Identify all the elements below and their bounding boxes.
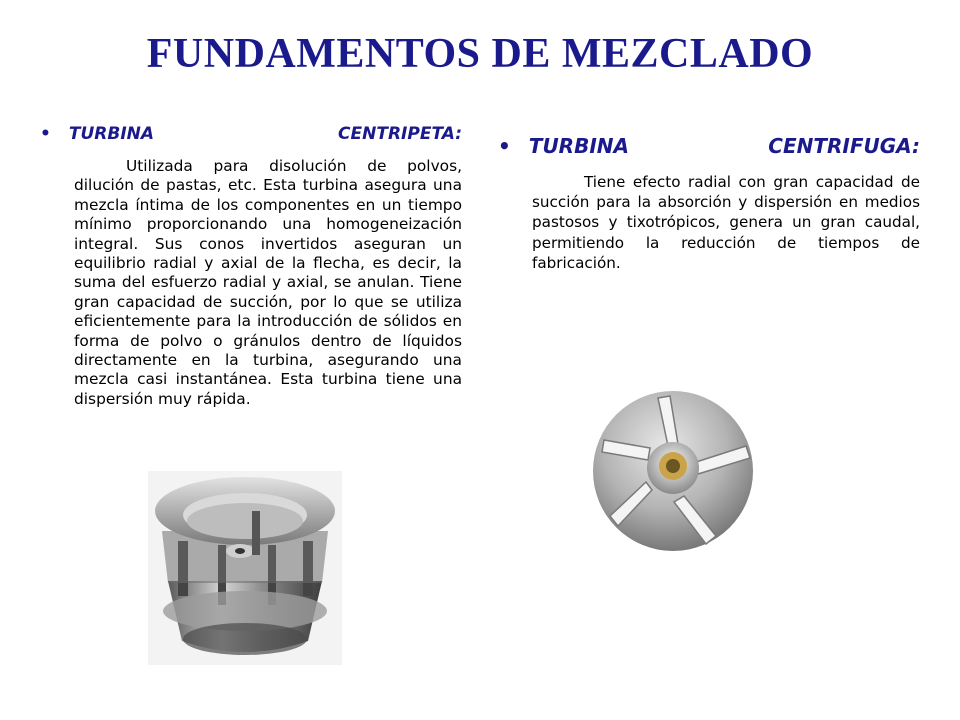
paragraph-container <box>40 157 462 409</box>
heading-word: TURBINA <box>68 124 155 144</box>
bullet-icon: • <box>40 124 51 144</box>
section-paragraph: Utilizada para disolución de polvos, dilución de pastas, etc. Esta turbina asegura una mezcla íntima de los componentes en un tiempo mínimo proporcionando una homogeneización integral. Sus conos invertidos aseguran un equilibrio radial y axial de la flecha, es decir, la suma del esfuerzo radial y axial, se anulan. Tiene gran capacidad de succión, por lo que se utiliza eficientemente para la introducción de sólidos en forma de polvo o gránulos dentro de líquidos directamente en la turbina, asegurando una mezcla casi instantánea. Esta turbina tiene una dispersión muy rápida. <box>74 157 462 408</box>
heading-word: CENTRIFUGA: <box>768 134 920 158</box>
left-column <box>40 124 462 409</box>
page-title: FUNDAMENTOS DE MEZCLADO <box>146 31 814 77</box>
heading-word: TURBINA <box>528 134 629 158</box>
bullet-icon: • <box>498 134 511 158</box>
centrifugal-impeller-image <box>588 386 758 556</box>
right-column <box>498 134 920 273</box>
paragraph-container <box>498 172 920 273</box>
centripetal-turbine-image <box>148 471 342 665</box>
section-heading-centripeta <box>40 124 462 144</box>
section-heading-centrifuga <box>498 134 920 158</box>
section-paragraph: Tiene efecto radial con gran capacidad de succión para la absorción y dispersión en medios pastosos y tixotrópicos, genera un gran caudal, permitiendo la reducción de tiempos de fabricación. <box>532 173 920 272</box>
heading-word: CENTRIPETA: <box>338 124 462 144</box>
